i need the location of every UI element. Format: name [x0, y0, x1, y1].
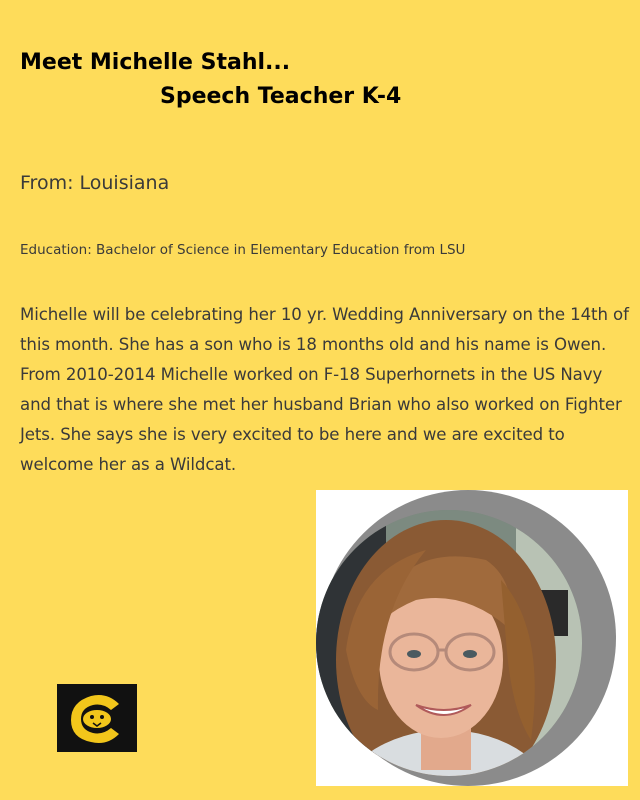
portrait-illustration [316, 510, 582, 776]
hometown-text: From: Louisiana [20, 172, 170, 194]
bio-paragraph: Michelle will be celebrating her 10 yr. Wedding Anniversary on the 14th of this month. She has a son who is 18 months old and his name is Owen. From 2010-2014 Michelle worked on F-18 Superhornets in the US Navy and that is where she met her husband Brian who also worked on Fighter Jets. She says she is very excited to be here and we are excited to welcome her as a Wildcat. [20, 305, 629, 474]
photo-panel [316, 490, 628, 786]
page-subtitle: Speech Teacher K-4 [160, 84, 402, 109]
education-text: Education: Bachelor of Science in Elementary Education from LSU [20, 242, 466, 258]
teacher-portrait [316, 510, 582, 776]
wildcat-c-logo-icon [57, 684, 137, 752]
photo-ring [320, 490, 616, 786]
page-title: Meet Michelle Stahl... [20, 50, 291, 75]
